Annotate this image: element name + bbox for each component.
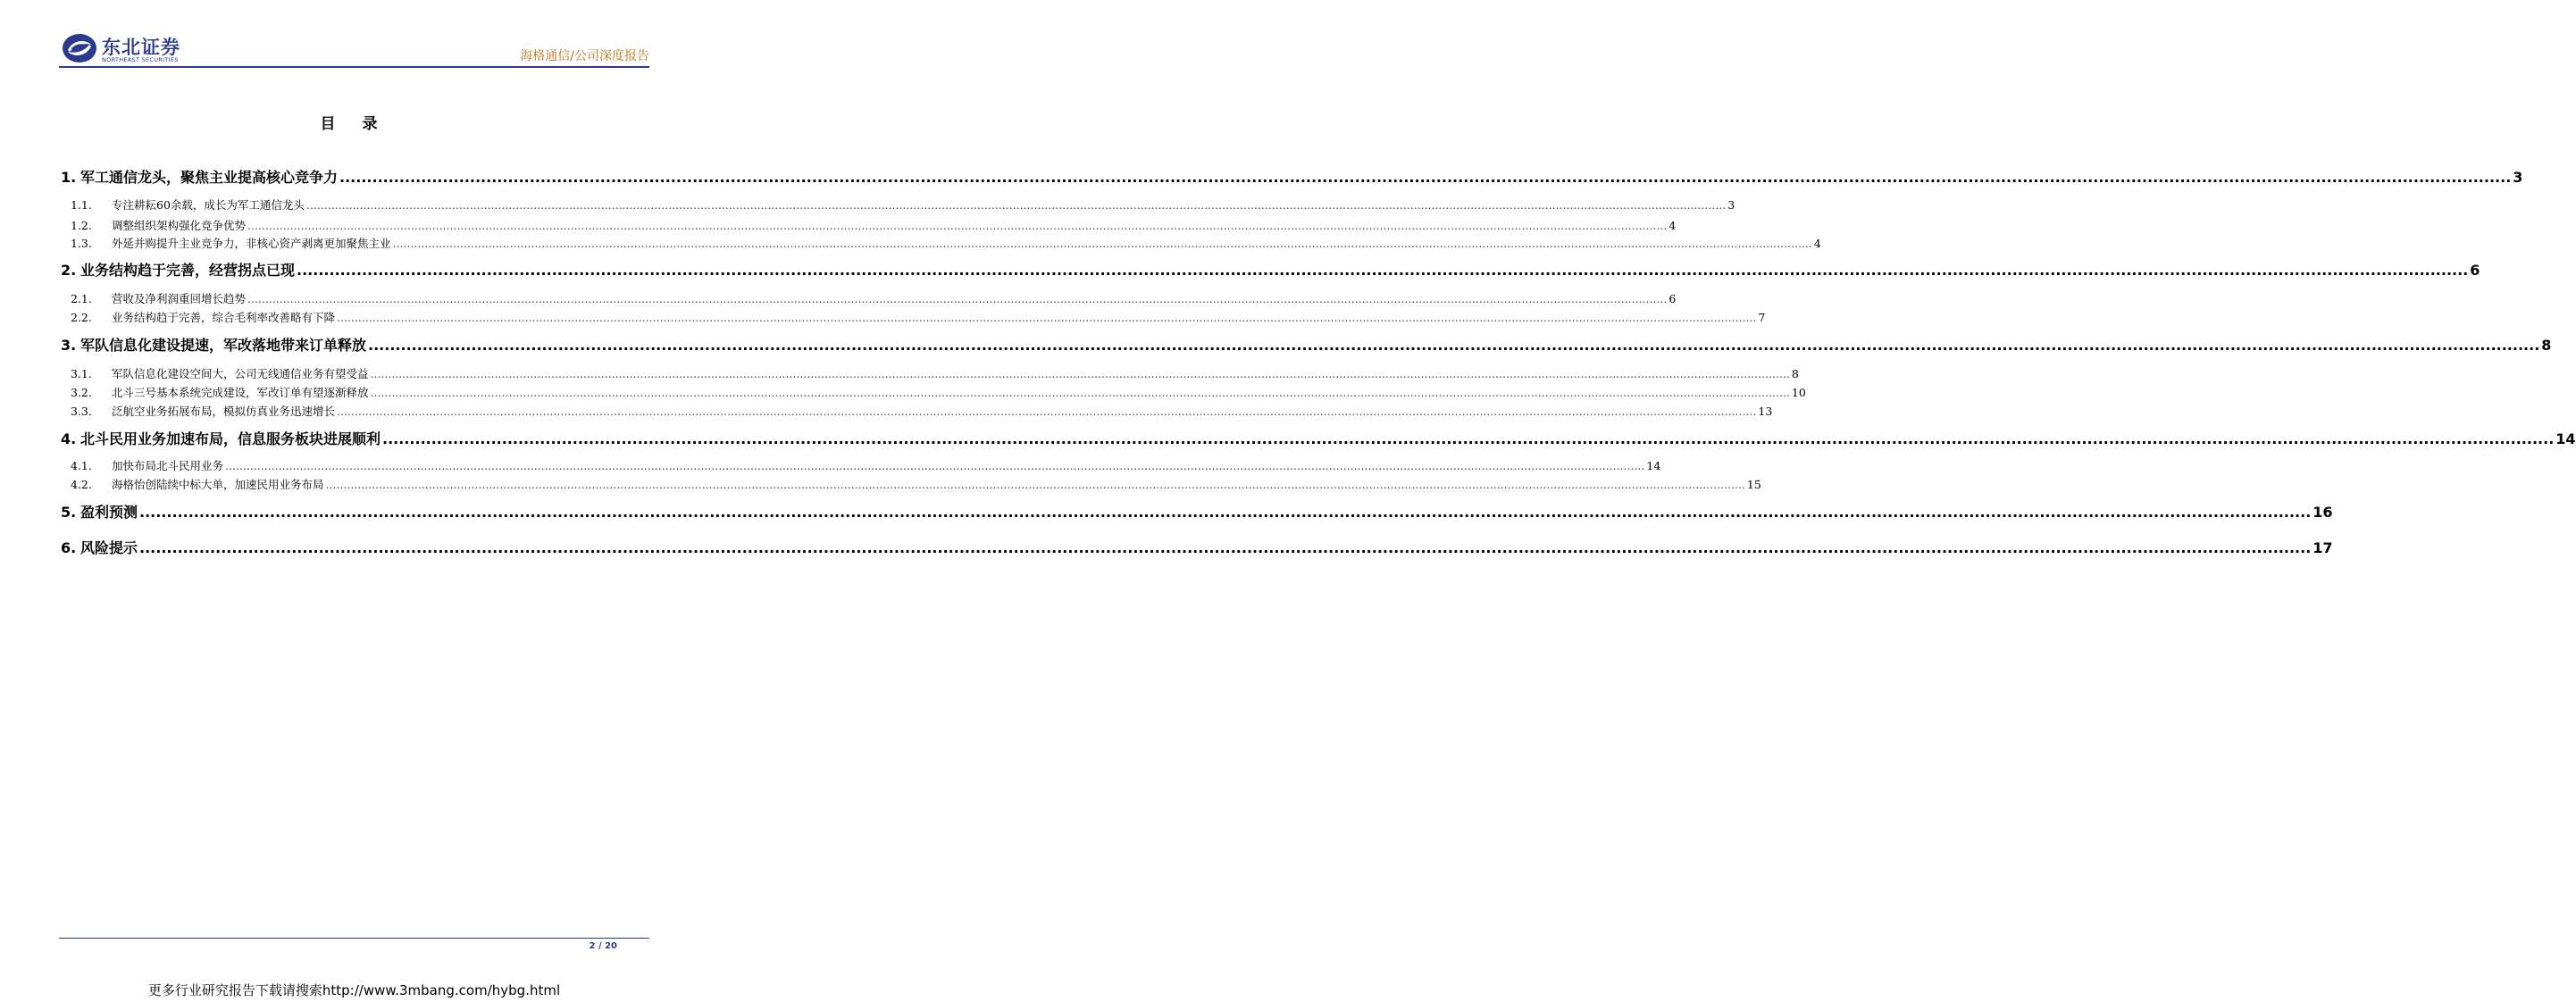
- toc-dot-leader: ................................................................................................................................................................................................................................................................................................................................................................................................................: [139, 539, 2312, 556]
- toc-entry-page: 3: [1727, 198, 1735, 212]
- toc-entry-page: 4: [1669, 219, 1677, 232]
- toc-entry-page: 4: [1813, 237, 1821, 250]
- toc-entry-page: 14: [2555, 430, 2576, 447]
- toc-entry[interactable]: [61, 384, 1806, 400]
- toc-entry-title: 风险提示: [80, 539, 138, 556]
- toc-entry-number: 2.1.: [71, 292, 92, 305]
- toc-entry-title: 盈利预测: [80, 504, 138, 521]
- toc-entry-title: 业务结构趋于完善，综合毛利率改善略有下降: [112, 311, 336, 324]
- toc-entry-title: 业务结构趋于完善，经营拐点已现: [80, 262, 296, 279]
- toc-entry[interactable]: [61, 365, 1799, 381]
- toc-dot-leader: ................................................................................................................................................................................................................................................................................................................................................................................................................: [325, 478, 1745, 491]
- toc-entry-page: 7: [1758, 311, 1766, 324]
- toc-entry-page: 14: [1646, 459, 1661, 472]
- toc-entry[interactable]: [61, 217, 1677, 233]
- toc-title: 目 录: [320, 115, 389, 133]
- toc-dot-leader: ................................................................................................................................................................................................................................................................................................................................................................................................................: [368, 337, 2540, 354]
- toc-entry-number: 1.: [61, 169, 77, 186]
- toc-entry[interactable]: [61, 537, 2333, 557]
- toc-entry-title: 调整组织架构强化竞争优势: [112, 219, 247, 232]
- toc-entry-title: 军队信息化建设提速，军改落地带来订单释放: [80, 337, 367, 354]
- toc-entry[interactable]: [61, 403, 1773, 419]
- toc-dot-leader: ................................................................................................................................................................................................................................................................................................................................................................................................................: [247, 219, 1668, 232]
- toc-dot-leader: ................................................................................................................................................................................................................................................................................................................................................................................................................: [370, 386, 1790, 399]
- toc-entry-title: 军工通信龙头，聚焦主业提高核心竞争力: [80, 169, 339, 186]
- toc-dot-leader: ................................................................................................................................................................................................................................................................................................................................................................................................................: [370, 367, 1790, 380]
- toc-entry-title: 北斗三号基本系统完成建设，军改订单有望逐渐释放: [112, 386, 369, 399]
- toc-entry-number: 3.2.: [71, 386, 92, 399]
- toc-dot-leader: ................................................................................................................................................................................................................................................................................................................................................................................................................: [225, 459, 1645, 472]
- toc-entry[interactable]: [61, 235, 1821, 251]
- toc-entry-title: 外延并购提升主业竞争力，非核心资产剥离更加聚焦主业: [112, 237, 391, 250]
- toc-entry-page: 17: [2313, 539, 2333, 556]
- toc-entry[interactable]: [61, 334, 2552, 355]
- toc-entry-title: 加快布局北斗民用业务: [112, 459, 224, 472]
- logo-chinese-name: 东北证券: [102, 37, 180, 58]
- toc-dot-leader: ................................................................................................................................................................................................................................................................................................................................................................................................................: [382, 430, 2555, 447]
- toc-dot-leader: ................................................................................................................................................................................................................................................................................................................................................................................................................: [139, 504, 2312, 521]
- company-logo: [61, 32, 222, 68]
- logo-icon: [61, 32, 98, 64]
- toc-entry-title: 海格怡创陆续中标大单，加速民用业务布局: [112, 478, 324, 491]
- header-divider: [59, 66, 649, 68]
- toc-entry[interactable]: [61, 196, 1735, 213]
- toc-entry-number: 3.1.: [71, 367, 92, 380]
- toc-dot-leader: ................................................................................................................................................................................................................................................................................................................................................................................................................: [297, 262, 2469, 279]
- footer-divider: [59, 938, 649, 939]
- toc-entry-page: 8: [1791, 367, 1799, 380]
- toc-entry-number: 4.: [61, 430, 77, 447]
- toc-entry[interactable]: [61, 309, 1766, 325]
- toc-entry-number: 6.: [61, 539, 77, 556]
- toc-dot-leader: ................................................................................................................................................................................................................................................................................................................................................................................................................: [305, 198, 1727, 212]
- toc-dot-leader: ................................................................................................................................................................................................................................................................................................................................................................................................................: [247, 292, 1668, 305]
- toc-entry[interactable]: [61, 166, 2523, 187]
- toc-entry[interactable]: [61, 476, 1761, 492]
- logo-english-name: NORTHEAST SECURITIES: [102, 56, 179, 63]
- toc-entry-title: 专注耕耘60余载，成长为军工通信龙头: [112, 198, 305, 212]
- toc-dot-leader: ................................................................................................................................................................................................................................................................................................................................................................................................................: [339, 169, 2512, 186]
- toc-entry[interactable]: [61, 290, 1677, 306]
- toc-entry-number: 2.2.: [71, 311, 92, 324]
- toc-entry-number: 1.3.: [71, 237, 92, 250]
- toc-entry-page: 3: [2513, 169, 2523, 186]
- toc-entry-title: 营收及净利润重回增长趋势: [112, 292, 247, 305]
- toc-dot-leader: ................................................................................................................................................................................................................................................................................................................................................................................................................: [337, 311, 1757, 324]
- toc-entry-number: 2.: [61, 262, 77, 279]
- toc-entry-page: 6: [1669, 292, 1677, 305]
- toc-entry-title: 北斗民用业务加速布局，信息服务板块进展顺利: [80, 430, 381, 447]
- toc-entry-page: 6: [2470, 262, 2480, 279]
- toc-entry-page: 13: [1758, 405, 1773, 418]
- toc-entry-number: 3.: [61, 337, 77, 354]
- toc-entry-number: 3.3.: [71, 405, 92, 418]
- toc-entry[interactable]: [61, 428, 2576, 448]
- toc-dot-leader: ................................................................................................................................................................................................................................................................................................................................................................................................................: [337, 405, 1757, 418]
- toc-entry-number: 5.: [61, 504, 77, 521]
- page-header: [0, 0, 708, 71]
- toc-entry-number: 1.2.: [71, 219, 92, 232]
- toc-entry-title: 泛航空业务拓展布局，模拟仿真业务迅速增长: [112, 405, 336, 418]
- toc-entry-title: 军队信息化建设空间大，公司无线通信业务有望受益: [112, 367, 369, 380]
- toc-entry-number: 4.2.: [71, 478, 92, 491]
- toc-entry-page: 16: [2313, 504, 2333, 521]
- toc-entry[interactable]: [61, 457, 1661, 473]
- toc-dot-leader: ................................................................................................................................................................................................................................................................................................................................................................................................................: [392, 237, 1812, 250]
- report-label: 海格通信/公司深度报告: [520, 49, 649, 63]
- toc-entry-page: 10: [1791, 386, 1806, 399]
- download-notice: 更多行业研究报告下载请搜索http://www.3mbang.com/hybg.html: [147, 982, 561, 998]
- toc-entry-page: 15: [1746, 478, 1761, 491]
- toc-entry[interactable]: [61, 501, 2333, 522]
- toc-entry-page: 8: [2541, 337, 2552, 354]
- page-indicator: 2 / 20: [589, 941, 617, 951]
- toc-entry-number: 4.1.: [71, 459, 92, 472]
- toc-entry-number: 1.1.: [71, 198, 92, 212]
- toc-entry[interactable]: [61, 259, 2480, 280]
